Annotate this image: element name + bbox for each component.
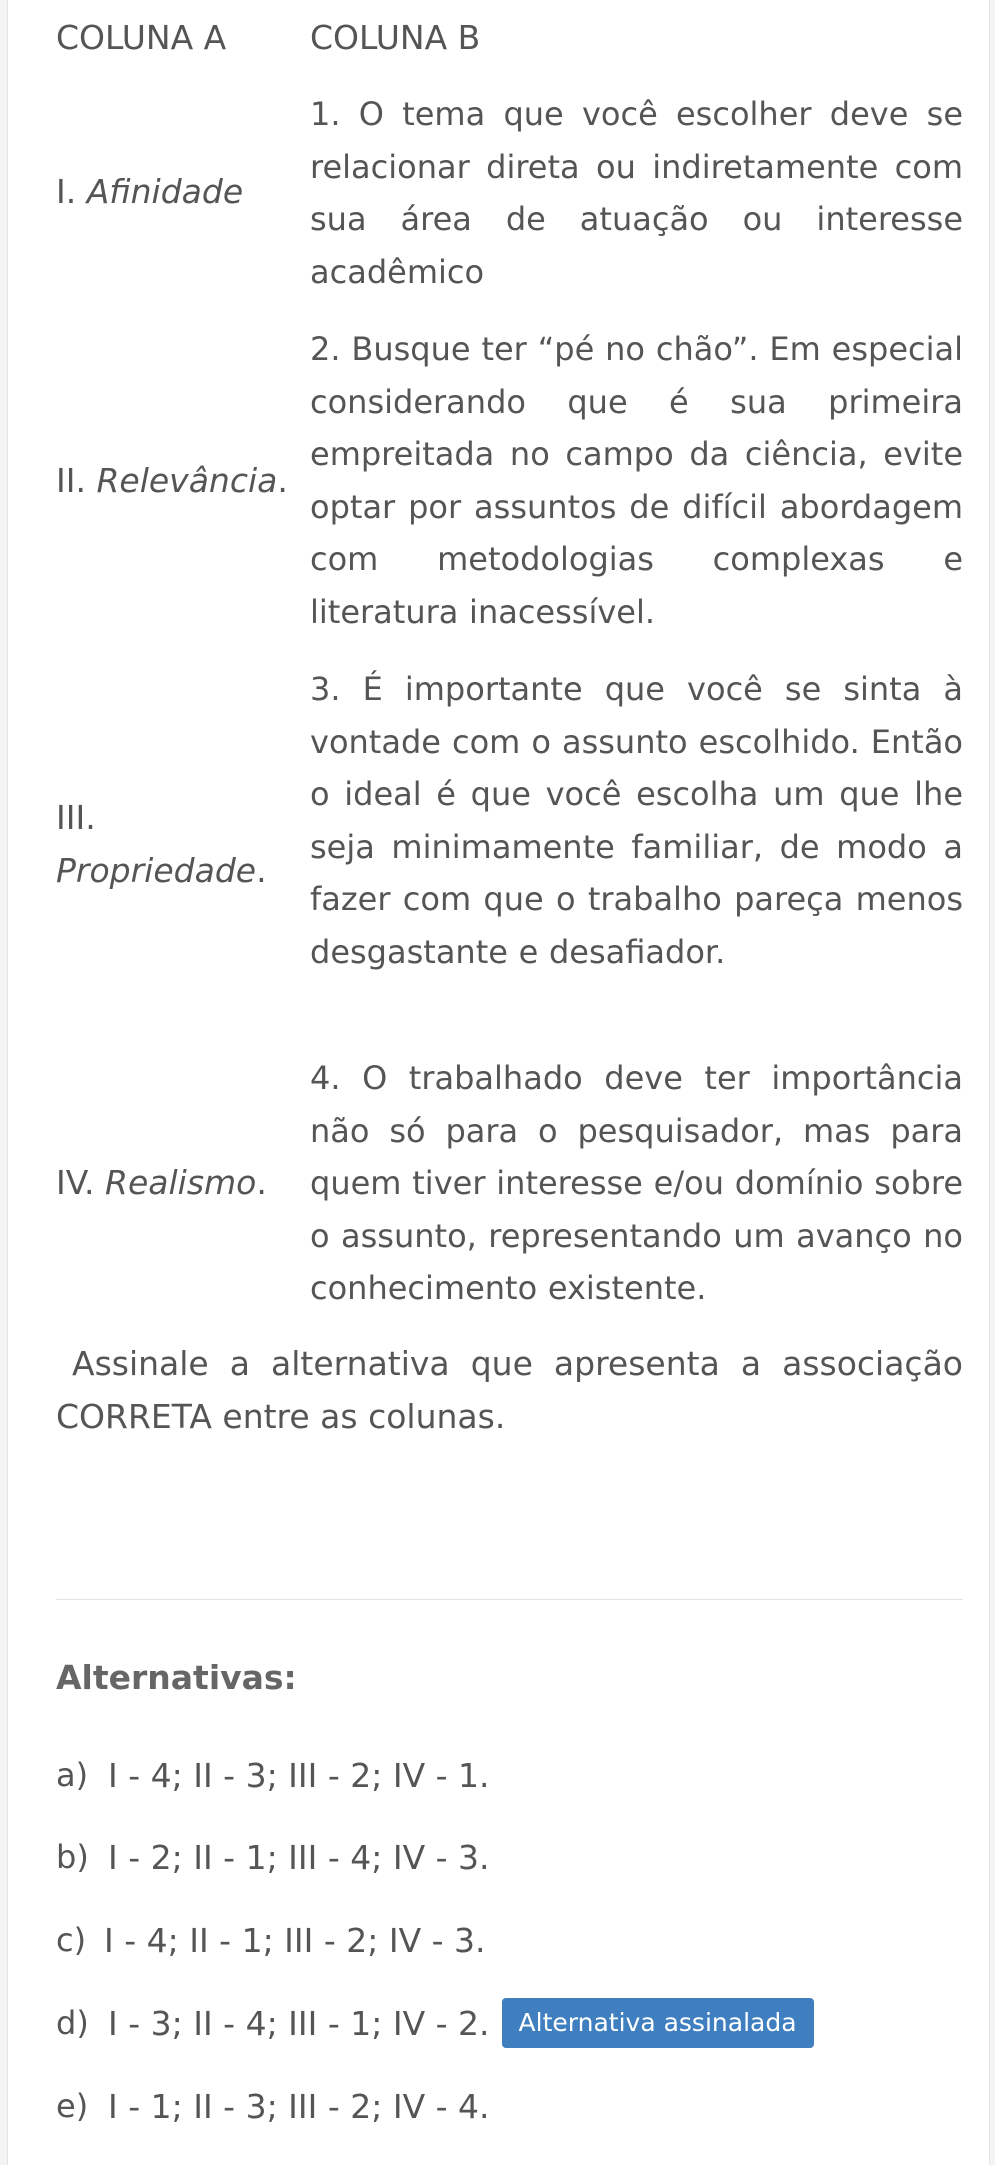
- alternative-d[interactable]: [56, 1995, 814, 2051]
- column-a-numeral: III.: [56, 798, 96, 837]
- alternative-letter: d): [56, 2004, 89, 2042]
- column-a-item-2: II. Relevância.: [56, 461, 288, 500]
- alternative-a[interactable]: [56, 1747, 490, 1803]
- alternative-letter: a): [56, 1756, 89, 1794]
- alternative-letter: c): [56, 1921, 87, 1959]
- column-a-header: COLUNA A: [56, 18, 227, 57]
- column-a-term: Afinidade: [86, 172, 244, 211]
- question-card: [7, 0, 990, 2165]
- alternatives-title: Alternativas:: [56, 1658, 297, 1697]
- column-b-item-1: 1. O tema que você escolher deve se relacionar direta ou indiretamente com sua área de atuação ou interesse acadêmico: [310, 95, 963, 291]
- column-b-item-2: 2. Busque ter “pé no chão”. Em especial considerando que é sua primeira empreitada no campo da ciência, evite optar por assuntos de difícil abordagem com metodologias complexas e literatura inacessível.: [310, 330, 963, 631]
- selected-alternative-badge: Alternativa assinalada: [502, 1998, 814, 2048]
- column-a-numeral: IV.: [56, 1163, 95, 1202]
- divider: [56, 1599, 963, 1600]
- alternative-c[interactable]: [56, 1912, 486, 1968]
- column-a-numeral: I.: [56, 172, 77, 211]
- column-a-term: Relevância: [96, 461, 278, 500]
- alternative-text: I - 1; II - 3; III - 2; IV - 4.: [108, 2086, 490, 2126]
- column-a-numeral: II.: [56, 461, 86, 500]
- alternative-letter: b): [56, 1838, 89, 1876]
- alternative-text: I - 4; II - 1; III - 2; IV - 3.: [104, 1920, 486, 1960]
- column-a-term: Propriedade: [56, 850, 257, 890]
- question-instruction: Assinale a alternativa que apresenta a associação CORRETA entre as colunas.: [56, 1344, 963, 1436]
- alternative-text: I - 2; II - 1; III - 4; IV - 3.: [108, 1837, 490, 1877]
- column-b-item-4: 4. O trabalhado deve ter importância não só para o pesquisador, mas para quem tiver interesse e/ou domínio sobre o assunto, representando um avanço no conhecimento existente.: [310, 1059, 963, 1307]
- alternative-letter: e): [56, 2087, 89, 2125]
- alternative-b[interactable]: [56, 1829, 490, 1885]
- column-a-item-1: [56, 166, 306, 219]
- column-b-item-3: 3. É importante que você se sinta à vontade com o assunto escolhido. Então o ideal é que você escolha um que lhe seja minimamente familiar, de modo a fazer com que o trabalho pareça menos desgastante e desafiador.: [310, 670, 963, 971]
- alternative-e[interactable]: [56, 2078, 490, 2134]
- alternative-text: I - 3; II - 4; III - 1; IV - 2.: [108, 2003, 490, 2043]
- column-b-header: COLUNA B: [310, 18, 481, 57]
- alternative-text: I - 4; II - 3; III - 2; IV - 1.: [108, 1755, 490, 1795]
- column-a-term: Realismo: [105, 1163, 257, 1202]
- column-a-item-3: III. Propriedade.: [56, 798, 267, 890]
- column-a-item-4: IV. Realismo.: [56, 1163, 267, 1202]
